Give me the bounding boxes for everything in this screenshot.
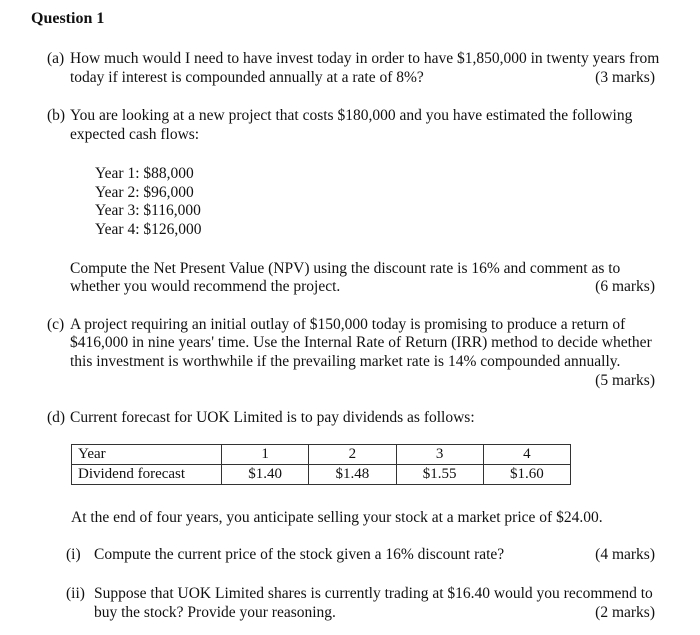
table-dividend-1: $1.40: [222, 465, 309, 485]
part-c-line2: $416,000 in nine years' time. Use the Internal Rate of Return (IRR) method to decide whether: [70, 334, 652, 351]
part-b-compute-line2: whether you would recommend the project.: [70, 278, 341, 295]
part-a-label: (a): [47, 50, 65, 67]
table-year-3: 3: [396, 445, 483, 465]
table-year-1: 1: [222, 445, 309, 465]
part-c-marks: (5 marks): [595, 372, 655, 389]
table-dividend-2: $1.48: [309, 465, 396, 485]
part-c-line3: this investment is worthwhile if the prevailing market rate is 14% compounded annually.: [70, 353, 621, 370]
part-d-label: (d): [47, 409, 66, 426]
part-b-marks: (6 marks): [595, 278, 655, 295]
cash-flow-year-2: Year 2: $96,000: [95, 184, 194, 201]
sub-ii-label: (ii): [66, 585, 85, 602]
table-row-year: [72, 445, 571, 465]
table-header-dividend: Dividend forecast: [72, 465, 222, 485]
sub-ii-marks: (2 marks): [595, 604, 655, 621]
question-title: Question 1: [31, 10, 105, 27]
part-b-compute-line1: Compute the Net Present Value (NPV) using the discount rate is 16% and comment as to: [70, 260, 621, 277]
table-year-2: 2: [309, 445, 396, 465]
part-a-marks: (3 marks): [595, 69, 655, 86]
sub-i-marks: (4 marks): [595, 546, 655, 563]
sub-i-text: Compute the current price of the stock given a 16% discount rate?: [94, 546, 505, 563]
sub-ii-line1: Suppose that UOK Limited shares is currently trading at $16.40 would you recommend to: [94, 585, 653, 602]
dividend-table: [71, 444, 571, 485]
part-b-line1: You are looking at a new project that costs $180,000 and you have estimated the following: [70, 107, 633, 124]
part-c-label: (c): [47, 316, 65, 333]
table-dividend-4: $1.60: [483, 465, 570, 485]
table-year-4: 4: [483, 445, 570, 465]
table-row-dividend: [72, 465, 571, 485]
part-c-line1: A project requiring an initial outlay of $150,000 today is promising to produce a return of: [70, 316, 626, 333]
part-d-intro: Current forecast for UOK Limited is to pay dividends as follows:: [70, 409, 475, 426]
part-b-label: (b): [47, 107, 66, 124]
sub-i-label: (i): [66, 546, 81, 563]
part-b-line2: expected cash flows:: [70, 126, 200, 143]
table-header-year: Year: [72, 445, 222, 465]
sub-ii-line2: buy the stock? Provide your reasoning.: [94, 604, 336, 621]
part-a-line2: today if interest is compounded annually at a rate of 8%?: [70, 69, 424, 86]
table-dividend-3: $1.55: [396, 465, 483, 485]
cash-flow-year-1: Year 1: $88,000: [95, 165, 194, 182]
cash-flow-year-4: Year 4: $126,000: [95, 221, 202, 238]
part-a-line1: How much would I need to have invest today in order to have $1,850,000 in twenty years from: [70, 50, 660, 67]
cash-flow-year-3: Year 3: $116,000: [95, 202, 201, 219]
part-d-end-text: At the end of four years, you anticipate selling your stock at a market price of $24.00.: [71, 509, 603, 526]
